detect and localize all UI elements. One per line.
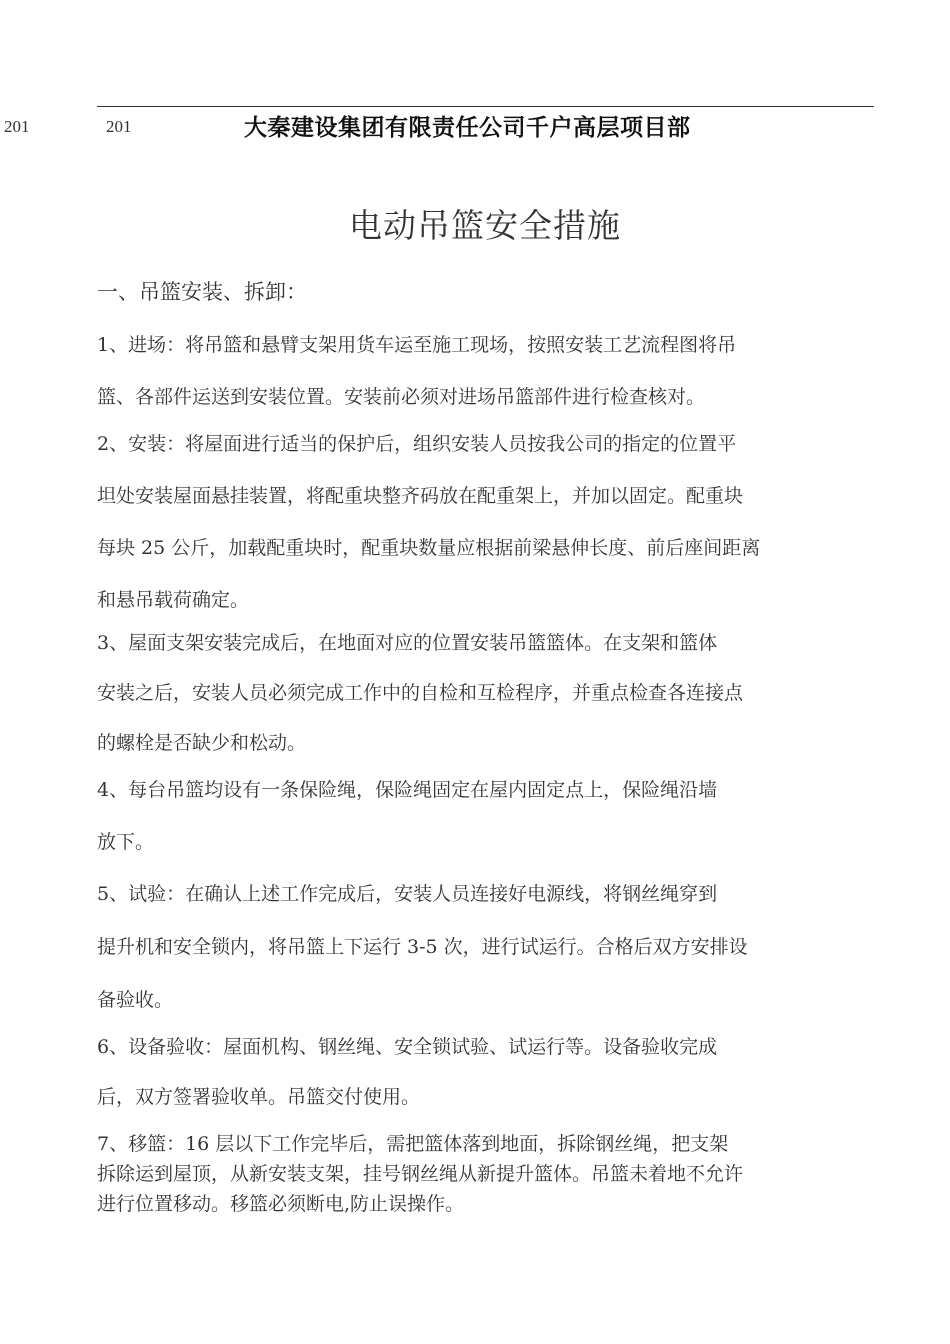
margin-number-inner: 201: [106, 117, 132, 136]
margin-number-left: 201: [4, 117, 30, 136]
paragraph-line: 每块 25 公斤，加载配重块时，配重块数量应根据前梁悬伸长度、前后座间距离: [97, 537, 761, 559]
paragraph-line: 放下。: [97, 831, 155, 853]
paragraph-line: 2、安装：将屋面进行适当的保护后，组织安装人员按我公司的指定的位置平: [97, 433, 737, 455]
paragraph-line: 和悬吊载荷确定。: [97, 589, 250, 611]
paragraph-line: 备验收。: [97, 989, 174, 1011]
paragraph-3: [97, 618, 874, 768]
paragraph-line: 提升机和安全锁内，将吊篮上下运行 3-5 次，进行试运行。合格后双方安排设: [97, 936, 748, 958]
header-rule: [97, 106, 874, 107]
header-title: 大秦建设集团有限责任公司千户高层项目部: [244, 115, 691, 141]
paragraph-line: 5、试验：在确认上述工作完成后，安装人员连接好电源线，将钢丝绳穿到: [97, 883, 718, 905]
document-title: 电动吊篮安全措施: [349, 206, 621, 245]
paragraph-line: 进行位置移动。移篮必须断电,防止误操作。: [97, 1193, 465, 1215]
paragraph-2: [97, 418, 874, 626]
paragraph-line: 6、设备验收：屋面机构、钢丝绳、安全锁试验、试运行等。设备验收完成: [97, 1036, 718, 1058]
paragraph-line: 篮、各部件运送到安装位置。安装前必须对进场吊篮部件进行检查核对。: [97, 386, 706, 408]
paragraph-line: 的螺栓是否缺少和松动。: [97, 732, 307, 754]
paragraph-7: [97, 1129, 874, 1219]
section-heading: 一、吊篮安装、拆卸：: [97, 280, 307, 304]
paragraph-line: 4、每台吊篮均设有一条保险绳，保险绳固定在屋内固定点上，保险绳沿墙: [97, 779, 718, 801]
paragraph-line: 3、屋面支架安装完成后，在地面对应的位置安装吊篮篮体。在支架和篮体: [97, 632, 718, 654]
paragraph-1: [97, 319, 874, 423]
paragraph-line: 坦处安装屋面悬挂装置，将配重块整齐码放在配重架上，并加以固定。配重块: [97, 485, 744, 507]
paragraph-5: [97, 868, 874, 1027]
paragraph-line: 后，双方签署验收单。吊篮交付使用。: [97, 1086, 421, 1108]
paragraph-line: 安装之后，安装人员必须完成工作中的自检和互检程序，并重点检查各连接点: [97, 682, 744, 704]
paragraph-6: [97, 1022, 874, 1122]
paragraph-line: 拆除运到屋顶，从新安装支架，挂号钢丝绳从新提升篮体。吊篮未着地不允许: [97, 1163, 744, 1185]
paragraph-line: 7、移篮：16 层以下工作完毕后，需把篮体落到地面，拆除钢丝绳，把支架: [97, 1133, 729, 1155]
paragraph-4: [97, 764, 874, 868]
paragraph-line: 1、进场：将吊篮和悬臂支架用货车运至施工现场，按照安装工艺流程图将吊: [97, 334, 737, 356]
